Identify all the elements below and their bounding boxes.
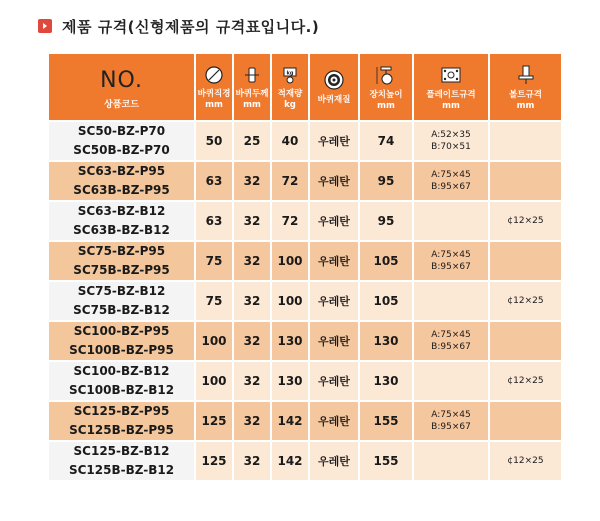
plate-b: B:95×67 [431,422,471,432]
plate-cell [413,121,489,161]
plate-cell [413,201,489,241]
product-code: SC75B-BZ-P95 [73,263,170,277]
plate-b: B:70×51 [431,142,471,152]
header-label: 바퀴직경 [197,88,231,99]
table-row [49,361,562,401]
product-code-cell [49,361,195,401]
table-row [49,321,562,361]
header-wheel-width [233,54,271,121]
height-cell: 74 [359,121,413,161]
product-code: SC100-BZ-B12 [73,364,170,378]
header-height [359,54,413,121]
plate-a: A:52×35 [431,130,471,140]
wheel-width-cell: 32 [233,161,271,201]
material-cell: 우레탄 [309,281,359,321]
spec-table-body [49,121,562,481]
load-cell: 142 [271,401,309,441]
header-unit: mm [516,100,535,111]
load-cell: 40 [271,121,309,161]
bolt-cell: ¢12×25 [489,201,562,241]
bolt-cell [489,121,562,161]
wheel-diameter-cell: 125 [195,401,233,441]
wheel-diameter-cell: 75 [195,281,233,321]
header-unit: mm [205,99,223,110]
table-row [49,121,562,161]
load-cell: 100 [271,241,309,281]
plate-b: B:95×67 [431,262,471,272]
wheel-width-cell: 32 [233,201,271,241]
wheel-width-cell: 25 [233,121,271,161]
weight-icon [280,65,300,85]
product-code: SC75-BZ-P95 [77,244,166,258]
plate-b: B:95×67 [431,182,471,192]
wheel-diameter-cell: 75 [195,241,233,281]
table-row [49,401,562,441]
load-cell: 72 [271,201,309,241]
product-code: SC125-BZ-P95 [73,404,170,418]
bolt-cell [489,241,562,281]
product-code: SC100B-BZ-B12 [68,383,175,397]
wheel-width-cell: 32 [233,321,271,361]
header-no-title: NO. [100,68,143,93]
height-cell: 130 [359,361,413,401]
wheel-diameter-cell: 63 [195,161,233,201]
material-cell: 우레탄 [309,321,359,361]
header-label: 바퀴재질 [317,94,351,105]
wheel-diameter-icon [204,65,224,85]
table-row [49,281,562,321]
plate-cell [413,361,489,401]
material-cell: 우레탄 [309,441,359,481]
plate-b: B:95×67 [431,342,471,352]
height-cell: 155 [359,441,413,481]
bolt-cell: ¢12×25 [489,361,562,401]
plate-a: A:75×45 [431,330,471,340]
material-cell: 우레탄 [309,121,359,161]
height-cell: 95 [359,201,413,241]
bolt-cell: ¢12×25 [489,281,562,321]
material-icon [323,69,345,91]
header-load [271,54,309,121]
header-unit: mm [377,100,395,111]
plate-cell [413,241,489,281]
product-code: SC50-BZ-P70 [77,124,166,138]
wheel-diameter-cell: 63 [195,201,233,241]
arrow-right-icon [38,19,52,33]
load-cell: 142 [271,441,309,481]
wheel-width-icon [242,65,262,85]
header-bolt [489,54,562,121]
wheel-width-cell: 32 [233,281,271,321]
table-row [49,441,562,481]
plate-cell [413,441,489,481]
header-unit: mm [243,99,261,110]
plate-a: A:75×45 [431,410,471,420]
wheel-width-cell: 32 [233,441,271,481]
header-unit: kg [284,99,296,110]
header-wheel-diameter [195,54,233,121]
header-unit: mm [442,100,460,111]
bolt-cell [489,161,562,201]
material-cell: 우레탄 [309,241,359,281]
height-cell: 130 [359,321,413,361]
product-code: SC75-BZ-B12 [77,284,166,298]
product-code: SC63-BZ-P95 [77,164,166,178]
plate-cell [413,321,489,361]
product-code-cell [49,201,195,241]
wheel-diameter-cell: 125 [195,441,233,481]
product-code: SC100-BZ-P95 [73,324,170,338]
height-icon [375,64,397,86]
plate-cell [413,161,489,201]
product-code: SC125-BZ-B12 [73,444,170,458]
height-cell: 105 [359,281,413,321]
product-code-cell [49,321,195,361]
material-cell: 우레탄 [309,361,359,401]
table-header-row [49,54,562,121]
wheel-diameter-cell: 100 [195,321,233,361]
plate-cell [413,281,489,321]
product-code-cell [49,161,195,201]
height-cell: 155 [359,401,413,441]
header-material [309,54,359,121]
page-title: 제품 규격(신형제품의 규격표입니다.) [62,17,320,36]
product-code-cell [49,401,195,441]
table-row [49,201,562,241]
bolt-cell: ¢12×25 [489,441,562,481]
header-no-sub: 상품코드 [104,100,139,110]
spec-table [49,54,563,482]
product-code: SC100B-BZ-P95 [69,343,174,357]
bolt-cell [489,401,562,441]
product-code-cell [49,121,195,161]
title-bar [38,14,319,38]
material-cell: 우레탄 [309,201,359,241]
product-code: SC75B-BZ-B12 [73,303,170,317]
product-code: SC50B-BZ-P70 [73,143,170,157]
wheel-width-cell: 32 [233,401,271,441]
header-label: 적재량 [277,88,303,99]
product-code-cell [49,281,195,321]
height-cell: 105 [359,241,413,281]
table-row [49,161,562,201]
product-code-cell [49,441,195,481]
wheel-width-cell: 32 [233,361,271,401]
header-plate [413,54,489,121]
header-label: 볼트규격 [509,89,542,100]
load-cell: 72 [271,161,309,201]
load-cell: 100 [271,281,309,321]
material-cell: 우레탄 [309,401,359,441]
load-cell: 130 [271,321,309,361]
bolt-cell [489,321,562,361]
plate-cell [413,401,489,441]
bolt-icon [515,64,537,86]
product-code: SC63B-BZ-B12 [73,223,170,237]
header-label: 바퀴두께 [235,88,269,99]
product-code: SC63-BZ-B12 [77,204,166,218]
height-cell: 95 [359,161,413,201]
wheel-width-cell: 32 [233,241,271,281]
svg-text:kg: kg [286,70,294,76]
product-code: SC63B-BZ-P95 [73,183,170,197]
load-cell: 130 [271,361,309,401]
product-code-cell [49,241,195,281]
wheel-diameter-cell: 100 [195,361,233,401]
header-no [49,54,195,121]
plate-icon [438,64,464,86]
header-label: 플레이트규격 [426,89,476,100]
plate-a: A:75×45 [431,170,471,180]
material-cell: 우레탄 [309,161,359,201]
header-label: 장치높이 [369,89,403,100]
table-row [49,241,562,281]
product-code: SC125B-BZ-P95 [69,423,174,437]
wheel-diameter-cell: 50 [195,121,233,161]
product-code: SC125B-BZ-B12 [68,463,175,477]
plate-a: A:75×45 [431,250,471,260]
